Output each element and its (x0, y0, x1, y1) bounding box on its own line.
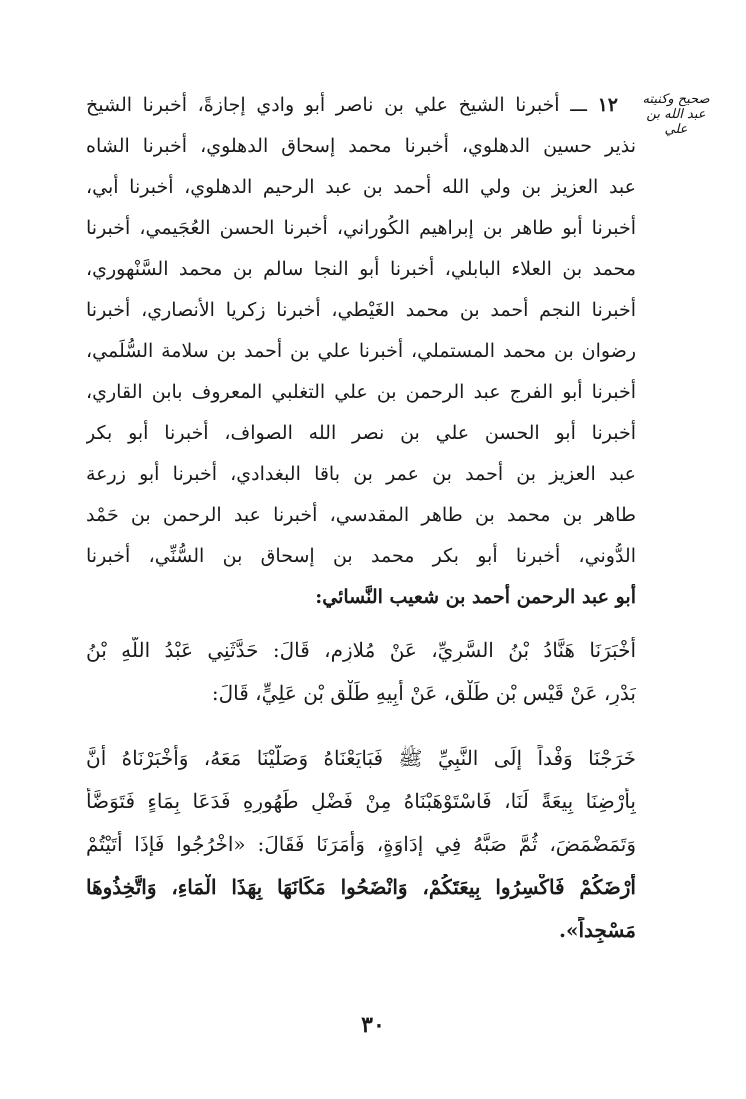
isnad-line: نذير حسين الدهلوي، أخبرنا محمد إسحاق الدهلوي، أخبرنا الشاه (86, 135, 636, 157)
isnad-line: أخبرنا أبو الحسن علي بن نصر الله الصواف، أخبرنا أبو بكر (86, 422, 636, 444)
isnad-line: عبد العزيز بن أحمد بن عمر بن باقا البغدادي، أخبرنا أبو زرعة (86, 463, 636, 485)
isnad-line: أخبرنا النجم أحمد بن محمد الغَيْطي، أخبرنا زكريا الأنصاري، أخبرنا (86, 299, 636, 321)
matn-line: خَرَجْنَا وَفْداً إِلَى النَّبِيِّ ﷺ فَبَايَعْنَاهُ وَصَلَّيْنَا مَعَهُ، وَأَخْبَرْنَاهُ أَنَّ (86, 746, 636, 770)
isnad-line (86, 92, 618, 118)
chain-line: بَدْرٍ، عَنْ قَيْسِ بْنِ طَلْقٍ، عَنْ أَبِيهِ طَلْقِ بْنِ عَلِيٍّ، قَالَ: (211, 681, 636, 705)
isnad-line: محمد بن العلاء البابلي، أخبرنا أبو النجا سالم بن محمد السَّنْهوري، (86, 258, 636, 280)
isnad-line-text: ـــ أخبرنا الشيخ علي بن ناصر أبو وادي إجازةً، أخبرنا الشيخ (86, 94, 587, 116)
page-number: ٣٠ (361, 1012, 385, 1038)
isnad-line: طاهر بن محمد بن طاهر المقدسي، أخبرنا عبد الرحمن بن حَمْد (86, 504, 636, 526)
isnad-line: عبد العزيز بن ولي الله أحمد بن عبد الرحيم الدهلوي، أخبرنا أبي، (86, 176, 636, 198)
chain-line: أَخْبَرَنَا هَنَّادُ بْنُ السَّرِيِّ، عَنْ مُلازِمٍ، قَالَ: حَدَّثَنِي عَبْدُ اللَّهِ بْنُ (86, 638, 636, 662)
matn-line: وَتَمَضْمَضَ، ثُمَّ صَبَّهُ فِي إِدَاوَةٍ، وَأَمَرَنَا فَقَالَ: «اخْرُجُوا فَإِذَا أَتَيْتُمْ (86, 832, 636, 856)
isnad-line: أخبرنا أبو الفرج عبد الرحمن بن علي التغلبي المعروف بابن القاري، (86, 381, 636, 403)
matn-line: أَرْضَكُمْ فَاكْسِرُوا بِيعَتَكُمْ، وَانْضَحُوا مَكَانَهَا بِهَذَا الْمَاءِ، وَاتَّخِذُوهَا (86, 875, 636, 899)
margin-note: صحيح وكنيته عبد الله بن علي (642, 92, 710, 137)
matn-line: مَسْجِداً». (559, 918, 636, 942)
isnad-line: الدُّوني، أخبرنا أبو بكر محمد بن إسحاق بن السُّنِّي، أخبرنا (86, 545, 636, 567)
hadith-number: ١٢ (597, 94, 618, 116)
isnad-line: رضوان بن محمد المستملي، أخبرنا علي بن أحمد بن سلامة السُّلَمي، (86, 340, 636, 362)
isnad-line: أخبرنا أبو طاهر بن إبراهيم الكُوراني، أخبرنا الحسن العُجَيمي، أخبرنا (86, 217, 636, 239)
matn-line: بِأَرْضِنَا بِيعَةً لَنَا، فَاسْتَوْهَبْنَاهُ مِنْ فَضْلِ طَهُورِهِ فَدَعَا بِمَاءٍ فَتَوَضَّأَ (86, 789, 636, 813)
isnad-line-final: أبو عبد الرحمن أحمد بن شعيب النَّسائي: (315, 586, 636, 608)
